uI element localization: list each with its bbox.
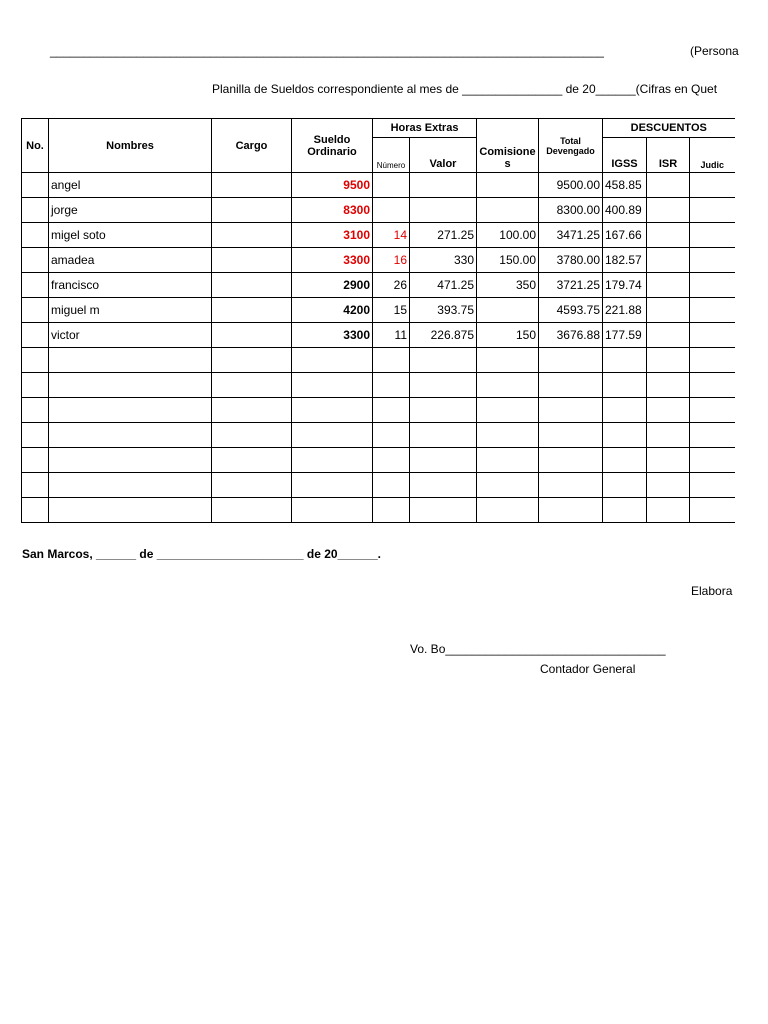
cell-sueldo: [292, 448, 373, 473]
cell-cargo: [212, 448, 292, 473]
cell-total: [539, 373, 603, 398]
cell-igss: 177.59: [603, 323, 647, 348]
cell-numero: [373, 423, 410, 448]
cell-total: 3780.00: [539, 248, 603, 273]
cell-valor: [410, 348, 477, 373]
cell-isr: [647, 398, 690, 423]
cell-judic: [690, 473, 735, 498]
cell-igss: 458.85: [603, 173, 647, 198]
cell-numero: 26: [373, 273, 410, 298]
cell-cargo: [212, 223, 292, 248]
cell-isr: [647, 423, 690, 448]
cell-total: [539, 423, 603, 448]
cell-isr: [647, 273, 690, 298]
cell-numero: 16: [373, 248, 410, 273]
cell-igss: 221.88: [603, 298, 647, 323]
cell-judic: [690, 273, 735, 298]
cell-comisiones: [477, 398, 539, 423]
cell-isr: [647, 348, 690, 373]
table-body: [22, 173, 735, 523]
cell-cargo: [212, 298, 292, 323]
col-header-total-line2: Devengado: [546, 145, 595, 156]
cell-comisiones: [477, 198, 539, 223]
table-row: [22, 323, 735, 348]
cell-isr: [647, 373, 690, 398]
cell-cargo: [212, 173, 292, 198]
table-row: [22, 173, 735, 198]
cell-igss: 400.89: [603, 198, 647, 223]
cell-comisiones: [477, 173, 539, 198]
cell-comisiones: 150: [477, 323, 539, 348]
cell-no: [22, 448, 49, 473]
table-row: [22, 223, 735, 248]
cell-judic: [690, 298, 735, 323]
cell-comisiones: 350: [477, 273, 539, 298]
col-header-nombres: Nombres: [49, 119, 212, 173]
signature-line: ___________________________________________________________________________________: [50, 44, 604, 58]
cell-sueldo: 3100: [292, 223, 373, 248]
cell-numero: [373, 398, 410, 423]
contador-general-label: Contador General: [540, 662, 636, 676]
table-row: [22, 198, 735, 223]
cell-nombre: angel: [49, 173, 212, 198]
cell-sueldo: 4200: [292, 298, 373, 323]
cell-cargo: [212, 498, 292, 523]
elaborado-label: Elabora: [691, 584, 733, 598]
cell-no: [22, 298, 49, 323]
cell-judic: [690, 198, 735, 223]
cell-isr: [647, 298, 690, 323]
col-header-descuentos: DESCUENTOS: [603, 119, 735, 138]
cell-total: [539, 448, 603, 473]
cell-comisiones: [477, 498, 539, 523]
cell-cargo: [212, 273, 292, 298]
col-header-sueldo-line2: Ordinario: [307, 145, 357, 158]
table-row: [22, 373, 735, 398]
cell-isr: [647, 248, 690, 273]
cell-sueldo: [292, 423, 373, 448]
cell-numero: [373, 373, 410, 398]
cell-cargo: [212, 198, 292, 223]
cell-valor: 393.75: [410, 298, 477, 323]
cell-total: 3471.25: [539, 223, 603, 248]
cell-judic: [690, 348, 735, 373]
col-header-igss: IGSS: [603, 138, 647, 173]
cell-igss: [603, 373, 647, 398]
col-header-total: [539, 119, 603, 173]
cell-numero: [373, 498, 410, 523]
cell-comisiones: [477, 448, 539, 473]
cell-nombre: [49, 473, 212, 498]
cell-no: [22, 423, 49, 448]
cell-igss: [603, 473, 647, 498]
cell-judic: [690, 223, 735, 248]
payroll-table: [21, 118, 735, 523]
cell-igss: 182.57: [603, 248, 647, 273]
cell-no: [22, 198, 49, 223]
cell-sueldo: 2900: [292, 273, 373, 298]
cell-igss: 179.74: [603, 273, 647, 298]
cell-judic: [690, 498, 735, 523]
cell-total: 9500.00: [539, 173, 603, 198]
cell-nombre: [49, 423, 212, 448]
cell-numero: [373, 198, 410, 223]
col-header-comisiones: [477, 119, 539, 173]
cell-valor: 330: [410, 248, 477, 273]
cell-sueldo: [292, 373, 373, 398]
col-header-no: No.: [22, 119, 49, 173]
col-header-sueldo: [292, 119, 373, 173]
cell-no: [22, 473, 49, 498]
cell-isr: [647, 448, 690, 473]
cell-igss: [603, 498, 647, 523]
col-header-comisiones-line1: Comisione: [479, 146, 536, 158]
cell-igss: [603, 348, 647, 373]
cell-sueldo: 3300: [292, 323, 373, 348]
cell-cargo: [212, 473, 292, 498]
cell-igss: [603, 423, 647, 448]
cell-total: [539, 498, 603, 523]
cell-igss: 167.66: [603, 223, 647, 248]
cell-comisiones: [477, 348, 539, 373]
cell-numero: [373, 173, 410, 198]
cell-no: [22, 398, 49, 423]
cell-isr: [647, 323, 690, 348]
table-row: [22, 248, 735, 273]
cell-comisiones: [477, 423, 539, 448]
cell-nombre: [49, 448, 212, 473]
cell-no: [22, 323, 49, 348]
cell-numero: 15: [373, 298, 410, 323]
cell-no: [22, 223, 49, 248]
cell-total: 4593.75: [539, 298, 603, 323]
cell-numero: [373, 348, 410, 373]
col-header-total-line1: Total: [560, 135, 581, 146]
cell-cargo: [212, 423, 292, 448]
cell-judic: [690, 448, 735, 473]
cell-sueldo: [292, 473, 373, 498]
cell-judic: [690, 248, 735, 273]
col-header-valor: Valor: [410, 138, 477, 173]
cell-comisiones: [477, 373, 539, 398]
cell-valor: [410, 373, 477, 398]
cell-nombre: [49, 498, 212, 523]
cell-sueldo: 9500: [292, 173, 373, 198]
cell-total: 8300.00: [539, 198, 603, 223]
cell-judic: [690, 323, 735, 348]
table-row: [22, 273, 735, 298]
cell-isr: [647, 223, 690, 248]
cell-sueldo: 3300: [292, 248, 373, 273]
cell-judic: [690, 423, 735, 448]
page-title: Planilla de Sueldos correspondiente al mes de _______________ de 20______(Cifras en Quet: [212, 82, 718, 96]
cell-nombre: [49, 348, 212, 373]
cell-cargo: [212, 248, 292, 273]
cell-isr: [647, 173, 690, 198]
table-row: [22, 348, 735, 373]
cell-cargo: [212, 373, 292, 398]
cell-sueldo: [292, 398, 373, 423]
col-header-isr: ISR: [647, 138, 690, 173]
cell-valor: [410, 173, 477, 198]
cell-comisiones: 150.00: [477, 248, 539, 273]
cell-numero: [373, 473, 410, 498]
table-row: [22, 398, 735, 423]
cell-no: [22, 273, 49, 298]
vobo-signature-line: Vo. Bo_________________________________: [410, 642, 666, 656]
cell-cargo: [212, 323, 292, 348]
cell-isr: [647, 498, 690, 523]
cell-total: [539, 398, 603, 423]
cell-comisiones: [477, 473, 539, 498]
cell-numero: [373, 448, 410, 473]
cell-cargo: [212, 398, 292, 423]
table-row: [22, 498, 735, 523]
footer-date-line: San Marcos, ______ de ______________________ de 20______.: [22, 547, 381, 561]
cell-valor: [410, 198, 477, 223]
cell-nombre: [49, 398, 212, 423]
cell-valor: 471.25: [410, 273, 477, 298]
cell-comisiones: [477, 298, 539, 323]
col-header-judic: Judic: [690, 138, 735, 173]
col-header-cargo: Cargo: [212, 119, 292, 173]
cell-valor: [410, 398, 477, 423]
cell-numero: 14: [373, 223, 410, 248]
table-row: [22, 298, 735, 323]
cell-valor: 271.25: [410, 223, 477, 248]
cell-isr: [647, 198, 690, 223]
cell-isr: [647, 473, 690, 498]
cell-valor: [410, 473, 477, 498]
cell-valor: 226.875: [410, 323, 477, 348]
cell-judic: [690, 173, 735, 198]
col-header-horas-extras: Horas Extras: [373, 119, 477, 138]
cell-no: [22, 373, 49, 398]
col-header-numero: Número: [373, 138, 410, 173]
cell-comisiones: 100.00: [477, 223, 539, 248]
cell-nombre: victor: [49, 323, 212, 348]
col-header-comisiones-line2: s: [504, 158, 511, 170]
cell-no: [22, 348, 49, 373]
table-row: [22, 473, 735, 498]
cell-nombre: francisco: [49, 273, 212, 298]
cell-valor: [410, 448, 477, 473]
cell-judic: [690, 398, 735, 423]
cell-nombre: jorge: [49, 198, 212, 223]
cell-no: [22, 173, 49, 198]
cell-valor: [410, 423, 477, 448]
cell-no: [22, 248, 49, 273]
cell-valor: [410, 498, 477, 523]
cell-numero: 11: [373, 323, 410, 348]
header-right-text: (Persona: [690, 44, 739, 58]
cell-nombre: miguel m: [49, 298, 212, 323]
col-header-sueldo-line1: Sueldo: [313, 133, 351, 146]
cell-no: [22, 498, 49, 523]
cell-nombre: [49, 373, 212, 398]
cell-sueldo: [292, 348, 373, 373]
cell-total: 3721.25: [539, 273, 603, 298]
cell-igss: [603, 448, 647, 473]
table-row: [22, 448, 735, 473]
cell-nombre: amadea: [49, 248, 212, 273]
cell-total: [539, 473, 603, 498]
cell-sueldo: [292, 498, 373, 523]
cell-nombre: migel soto: [49, 223, 212, 248]
cell-judic: [690, 373, 735, 398]
cell-cargo: [212, 348, 292, 373]
cell-total: [539, 348, 603, 373]
cell-igss: [603, 398, 647, 423]
cell-sueldo: 8300: [292, 198, 373, 223]
table-row: [22, 423, 735, 448]
cell-total: 3676.88: [539, 323, 603, 348]
